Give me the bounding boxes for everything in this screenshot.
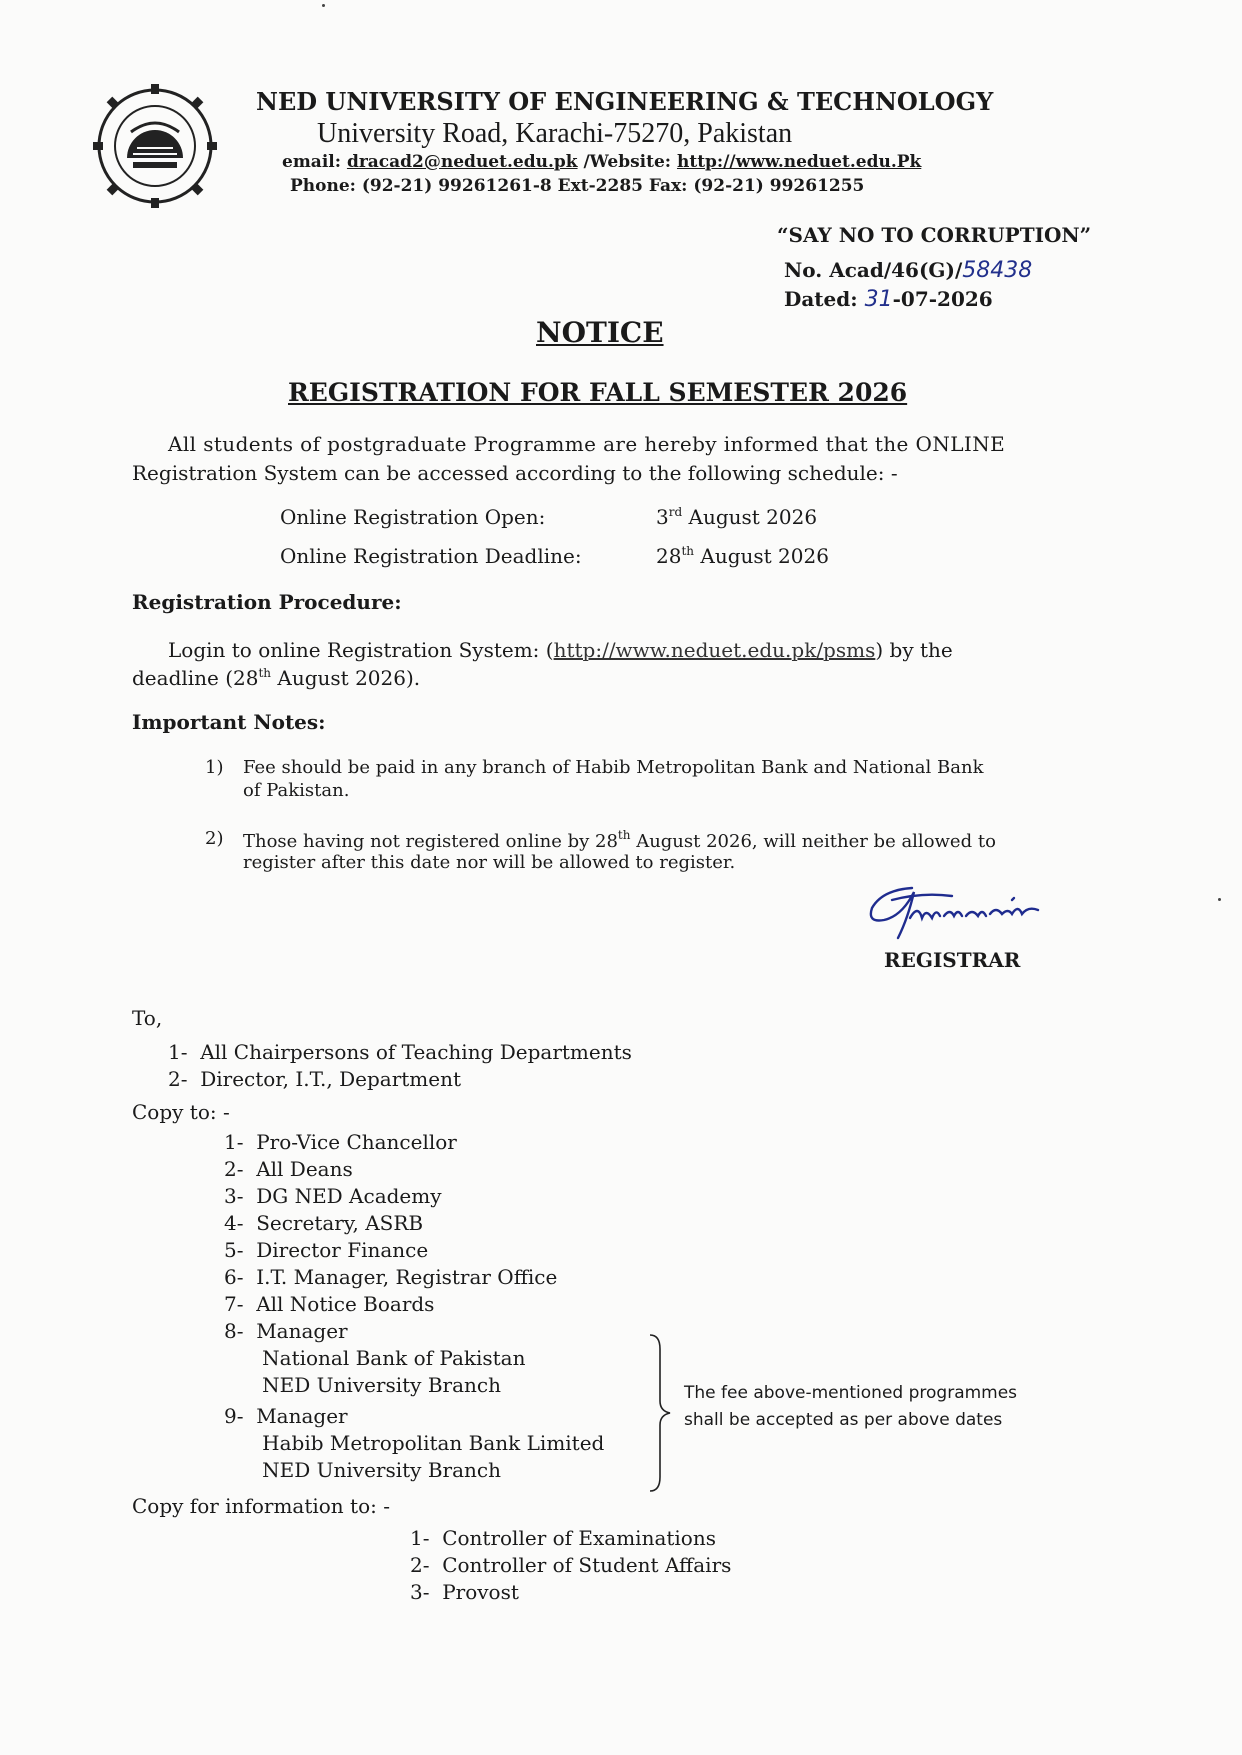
schedule-open-date (656, 505, 817, 529)
to-item: 1- All Chairpersons of Teaching Departments (168, 1040, 632, 1064)
deadline-suffix: th (681, 544, 695, 558)
schedule-open-label: Online Registration Open: (280, 505, 546, 529)
copy-info-item: 1- Controller of Examinations (410, 1526, 716, 1550)
intro-line-1: All students of postgraduate Programme are hereby informed that the ONLINE (168, 432, 1006, 456)
copy-to-item: 4- Secretary, ASRB (224, 1211, 424, 1235)
open-suffix: rd (668, 505, 683, 519)
registrar-signature (862, 878, 1062, 948)
note-2-sup: th (617, 828, 631, 842)
notes-heading: Important Notes: (132, 710, 326, 734)
copy-info-label: Copy for information to: - (132, 1494, 390, 1518)
date-label: Dated: (784, 287, 865, 311)
contact-line (282, 152, 921, 172)
procedure-prefix: Login to online Registration System: ( (168, 638, 554, 662)
reference-number-handwritten: 58438 (962, 258, 1033, 283)
procedure-line-2 (132, 666, 420, 690)
copy-to-item: NED University Branch (224, 1373, 501, 1397)
reference-number (784, 258, 1032, 283)
bank-fee-note-line-2: shall be accepted as per above dates (684, 1410, 1003, 1430)
open-day: 3 (656, 505, 669, 529)
schedule-deadline-date (656, 544, 829, 568)
bank-fee-note-line-1: The fee above-mentioned programmes (684, 1383, 1018, 1403)
note-1-line-2: of Pakistan. (243, 780, 350, 801)
scan-speck (322, 4, 325, 7)
website-label: /Website: (583, 152, 672, 172)
psms-link[interactable]: http://www.neduet.edu.pk/psms (553, 638, 876, 662)
date-day-handwritten: 31 (864, 287, 893, 312)
date-rest: -07-2026 (892, 287, 993, 311)
procedure-deadline-rest: August 2026). (271, 666, 421, 690)
phone-fax-line: Phone: (92-21) 99261261-8 Ext-2285 Fax: (92-21) 99261255 (290, 176, 865, 196)
open-month-year: August 2026 (682, 505, 818, 529)
procedure-deadline-suffix-sup: th (258, 666, 272, 680)
note-2-suffix: August 2026, will neither be allowed to (630, 831, 996, 852)
copy-info-item: 2- Controller of Student Affairs (410, 1553, 732, 1577)
reference-number-label: No. Acad/46(G)/ (784, 258, 963, 282)
note-1-line-1: Fee should be paid in any branch of Habib Metropolitan Bank and National Bank (243, 757, 984, 778)
university-name: NED UNIVERSITY OF ENGINEERING & TECHNOLOGY (256, 87, 994, 116)
copy-to-item: 7- All Notice Boards (224, 1292, 435, 1316)
to-label: To, (132, 1006, 163, 1030)
university-logo (93, 84, 217, 208)
notice-title: NOTICE (536, 316, 664, 349)
registration-title: REGISTRATION FOR FALL SEMESTER 2026 (288, 378, 908, 407)
procedure-deadline-prefix: deadline (28 (132, 666, 259, 690)
reference-date (784, 287, 993, 312)
note-2-line-1 (243, 828, 996, 852)
copy-to-item: 3- DG NED Academy (224, 1184, 442, 1208)
copy-to-item: Habib Metropolitan Bank Limited (224, 1431, 605, 1455)
copy-to-item: 6- I.T. Manager, Registrar Office (224, 1265, 558, 1289)
registrar-title: REGISTRAR (884, 948, 1021, 972)
deadline-day: 28 (656, 544, 682, 568)
note-2-prefix: Those having not registered online by 28 (243, 831, 618, 852)
slogan: “SAY NO TO CORRUPTION” (777, 223, 1092, 247)
email-link[interactable]: dracad2@neduet.edu.pk (346, 152, 578, 172)
copy-to-label: Copy to: - (132, 1100, 230, 1124)
copy-to-item: National Bank of Pakistan (224, 1346, 526, 1370)
right-brace (648, 1333, 672, 1493)
copy-to-item: 5- Director Finance (224, 1238, 429, 1262)
procedure-suffix: ) by the (875, 638, 953, 662)
scan-speck (1218, 898, 1221, 901)
copy-to-item: 2- All Deans (224, 1157, 353, 1181)
university-address: University Road, Karachi-75270, Pakistan (317, 118, 793, 149)
note-2-number: 2) (205, 828, 224, 849)
copy-to-item: 8- Manager (224, 1319, 348, 1343)
copy-to-item: 1- Pro-Vice Chancellor (224, 1130, 457, 1154)
schedule-deadline-label: Online Registration Deadline: (280, 544, 582, 568)
intro-line-2: Registration System can be accessed according to the following schedule: - (132, 461, 898, 485)
copy-to-item: 9- Manager (224, 1404, 348, 1428)
cutoff-line-fragment (410, 1610, 600, 1616)
copy-info-item: 3- Provost (410, 1580, 519, 1604)
deadline-month-year: August 2026 (694, 544, 829, 568)
website-link[interactable]: http://www.neduet.edu.Pk (676, 152, 922, 172)
note-2-line-2: register after this date nor will be allowed to register. (243, 852, 736, 873)
copy-to-item: NED University Branch (224, 1458, 501, 1482)
to-item: 2- Director, I.T., Department (168, 1067, 462, 1091)
procedure-heading: Registration Procedure: (132, 590, 402, 614)
email-label: email: (282, 152, 342, 172)
note-1-number: 1) (205, 757, 224, 778)
procedure-line-1 (168, 638, 953, 662)
